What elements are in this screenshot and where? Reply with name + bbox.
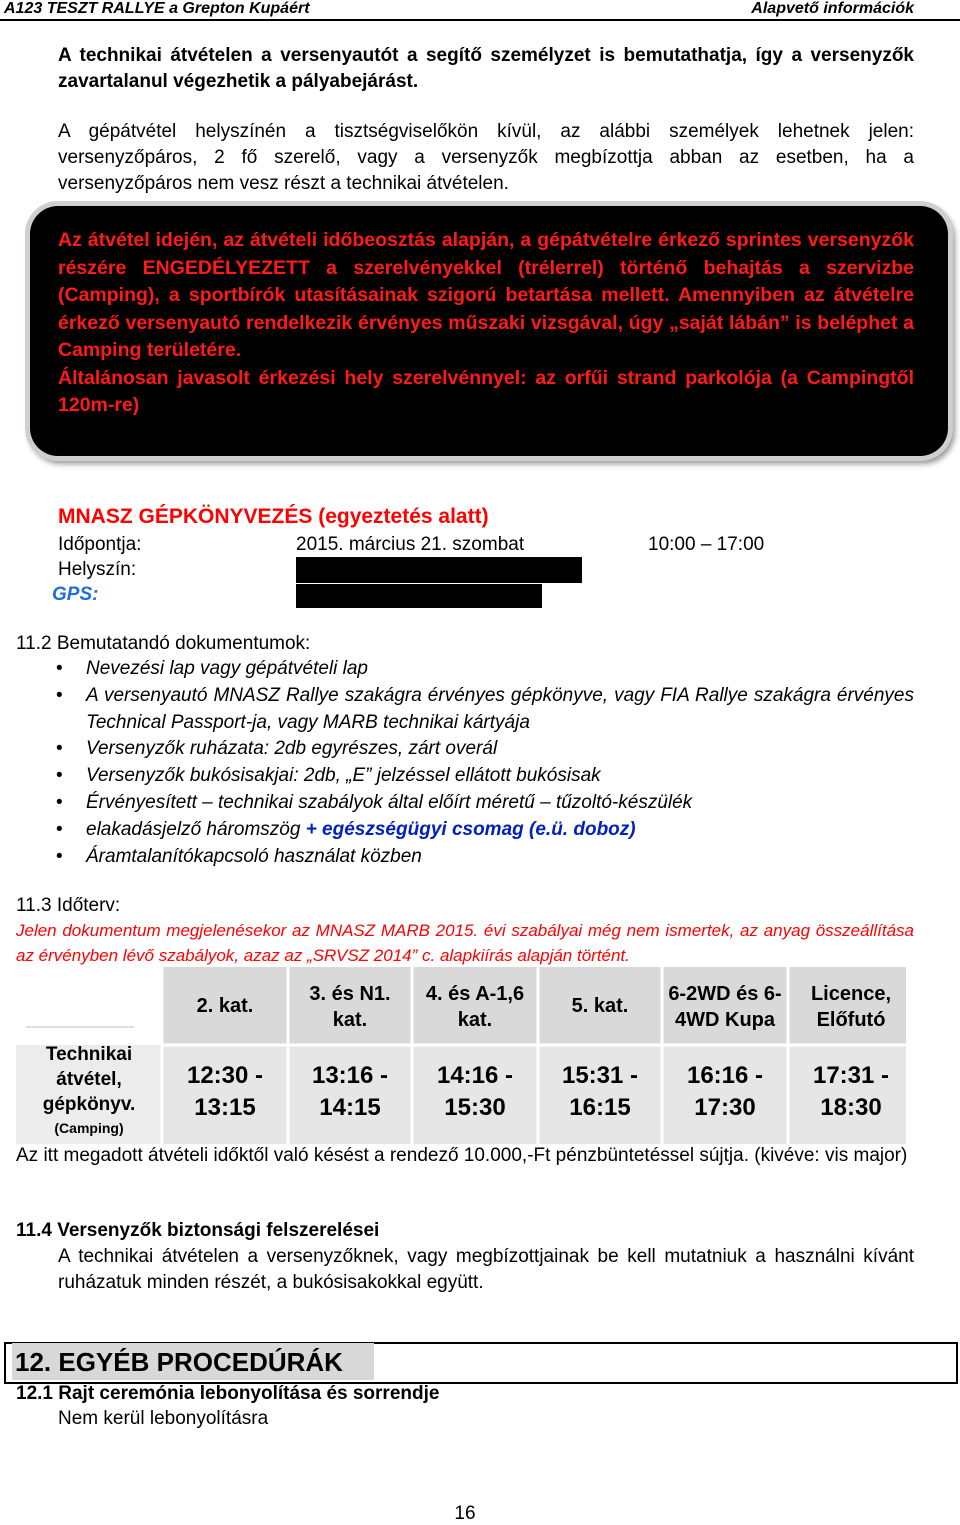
- list-item: • Áramtalanítókapcsoló használat közben: [58, 844, 914, 871]
- header-divider: [0, 19, 960, 21]
- schedule-table: [16, 967, 914, 1144]
- row-label-line1: Technikai: [45, 1044, 133, 1065]
- col-header-6-line1: 6-2WD és 6-: [668, 983, 782, 1005]
- mnasz-time-value: 10:00 – 17:00: [648, 534, 765, 555]
- time-cell-end: 15:30: [444, 1094, 506, 1121]
- col-header-4-line1: 4. és A-1,6: [425, 983, 525, 1005]
- redacted-place: [296, 557, 582, 583]
- col-header-5: 5. kat.: [571, 995, 629, 1017]
- section-12-1-text: Nem kerül lebonyolításra: [58, 1408, 269, 1429]
- time-cell-start: 14:16 -: [436, 1062, 514, 1089]
- row-label-line3: gépkönyv.: [42, 1094, 136, 1115]
- page-number: 16: [454, 1503, 476, 1524]
- docs-list: [58, 656, 914, 870]
- first-aid-kit-note: + egészségügyi csomag (e.ü. doboz): [305, 818, 636, 840]
- list-item: • elakadásjelző háromszög + egészségügyi csomag (e.ü. doboz): [58, 817, 914, 844]
- col-header-2: 2. kat.: [196, 995, 254, 1017]
- list-item: • Nevezési lap vagy gépátvételi lap: [58, 656, 914, 683]
- safety-heading: 11.4 Versenyzők biztonsági felszerelései: [16, 1220, 380, 1241]
- col-header-licence-line2: Előfutó: [816, 1009, 886, 1031]
- list-item: • A versenyautó MNASZ Rallye szakágra érvényes gépkönyve, vagy FIA Rallye szakágra érvényes Technical Passport-ja, vagy MARB technikai kártyája: [56, 684, 914, 733]
- col-header-3-line2: kat.: [332, 1009, 368, 1031]
- section-12-1-heading: 12.1 Rajt ceremónia lebonyolítása és sorrendje: [16, 1383, 440, 1404]
- mnasz-date-value: 2015. március 21. szombat: [296, 534, 525, 555]
- table-time-bg: [162, 1045, 906, 1144]
- notice-recommendation: Általánosan javasolt érkezési hely szerelvénnyel: az orfűi strand parkolója (a Campingtől 120m-re): [58, 366, 914, 416]
- mnasz-title: MNASZ GÉPKÖNYVEZÉS (egyeztetés alatt): [58, 505, 489, 528]
- time-cell-end: 16:15: [569, 1094, 631, 1121]
- time-cell-start: 15:31 -: [561, 1062, 639, 1089]
- time-cell-start: 17:31 -: [812, 1062, 890, 1089]
- intro-paragraph-1: A technikai átvételen a versenyautót a segítő személyzet is bemutathatja, így a versenyzők zavartalanul végezhetik a pályabejárást.: [58, 45, 914, 92]
- schedule-table-graphic: [16, 967, 914, 1144]
- col-header-3-line1: 3. és N1.: [309, 983, 391, 1005]
- time-cell-end: 14:15: [319, 1094, 381, 1121]
- bullet-icon: •: [56, 738, 63, 760]
- docs-heading: 11.2 Bemutatandó dokumentumok:: [16, 633, 311, 654]
- intro-paragraph-2: A gépátvétel helyszínén a tisztségviselőkön kívül, az alábbi személyek lehetnek jelen: versenyzőpáros, 2 fő szerelő, vagy a versenyzők megbízottja abban az esetben, ha a versenyzőpáros nem vesz részt a technikai átvételen.: [58, 121, 914, 194]
- time-cell-start: 12:30 -: [186, 1062, 264, 1089]
- safety-text: A technikai átvételen a versenyzőknek, vagy megbízottjainak be kell mutatniuk a használni kívánt ruházatuk minden részét, a bukósisakokkal együtt.: [58, 1246, 914, 1293]
- penalty-text: Az itt megadott átvételi időktől való késést a rendező 10.000,-Ft pénzbüntetéssel sújtja. (kivéve: vis major): [16, 1145, 908, 1166]
- time-cell-start: 16:16 -: [686, 1062, 764, 1089]
- timeplan-note: Jelen dokumentum megjelenésekor az MNASZ MARB 2015. évi szabályai még nem ismertek, az anyag összeállítása az érvényben lévő szabályok, azaz az „SRVSZ 2014” c. alapkiírás alapján történt.: [16, 921, 914, 965]
- row-label-line2: átvétel,: [56, 1069, 122, 1090]
- list-item: • Versenyzők bukósisakjai: 2db, „E” jelzéssel ellátott bukósisak: [58, 763, 914, 790]
- header-document-title: A123 TESZT RALLYE a Grepton Kupáért: [4, 0, 310, 17]
- bullet-icon: •: [56, 818, 63, 840]
- mnasz-place-label: Helyszín:: [58, 559, 137, 580]
- redacted-gps: [296, 584, 542, 608]
- time-cell-start: 13:16 -: [311, 1062, 389, 1089]
- table-header-bg: [162, 967, 906, 1045]
- notice-main: Az átvétel idején, az átvételi időbeosztás alapján, a gépátvételre érkező sprintes versenyzők részére ENGEDÉLYEZETT a szerelvényekkel (trélerrel) történő behajtás a szervizbe (Camping), a sportbírók utasításainak szigorú betartása mellett. Amennyiben az átvételre érkező versenyautó rendelkezik érvényes műszaki vizsgával, úgy „saját lábán” is beléphet a Camping területére.: [58, 229, 914, 361]
- mnasz-date-label: Időpontja:: [58, 534, 142, 555]
- time-cell-end: 13:15: [194, 1094, 256, 1121]
- bullet-icon: •: [56, 658, 63, 679]
- bullet-icon: •: [56, 684, 63, 706]
- time-cell-end: 18:30: [820, 1094, 882, 1121]
- timeplan-heading: 11.3 Időterv:: [16, 895, 121, 916]
- row-sublabel: (Camping): [54, 1120, 124, 1136]
- col-header-4-line2: kat.: [457, 1009, 493, 1031]
- bullet-icon: •: [56, 845, 63, 867]
- list-item: • Versenyzők ruházata: 2db egyrészes, zárt overál: [58, 736, 914, 763]
- bullet-icon: •: [56, 765, 63, 787]
- col-header-6-line2: 4WD Kupa: [675, 1009, 775, 1031]
- header-section-title: Alapvető információk: [751, 0, 914, 17]
- section-12-heading: 12. EGYÉB PROCEDÚRÁK: [15, 1347, 343, 1377]
- list-item: • Érvényesített – technikai szabályok által előírt méretű – tűzoltó-készülék: [58, 790, 914, 817]
- time-cell-end: 17:30: [694, 1094, 756, 1121]
- notice-text: [58, 227, 914, 420]
- col-header-licence-line1: Licence,: [810, 983, 892, 1005]
- bullet-icon: •: [56, 791, 63, 813]
- mnasz-gps-label: GPS:: [52, 584, 99, 605]
